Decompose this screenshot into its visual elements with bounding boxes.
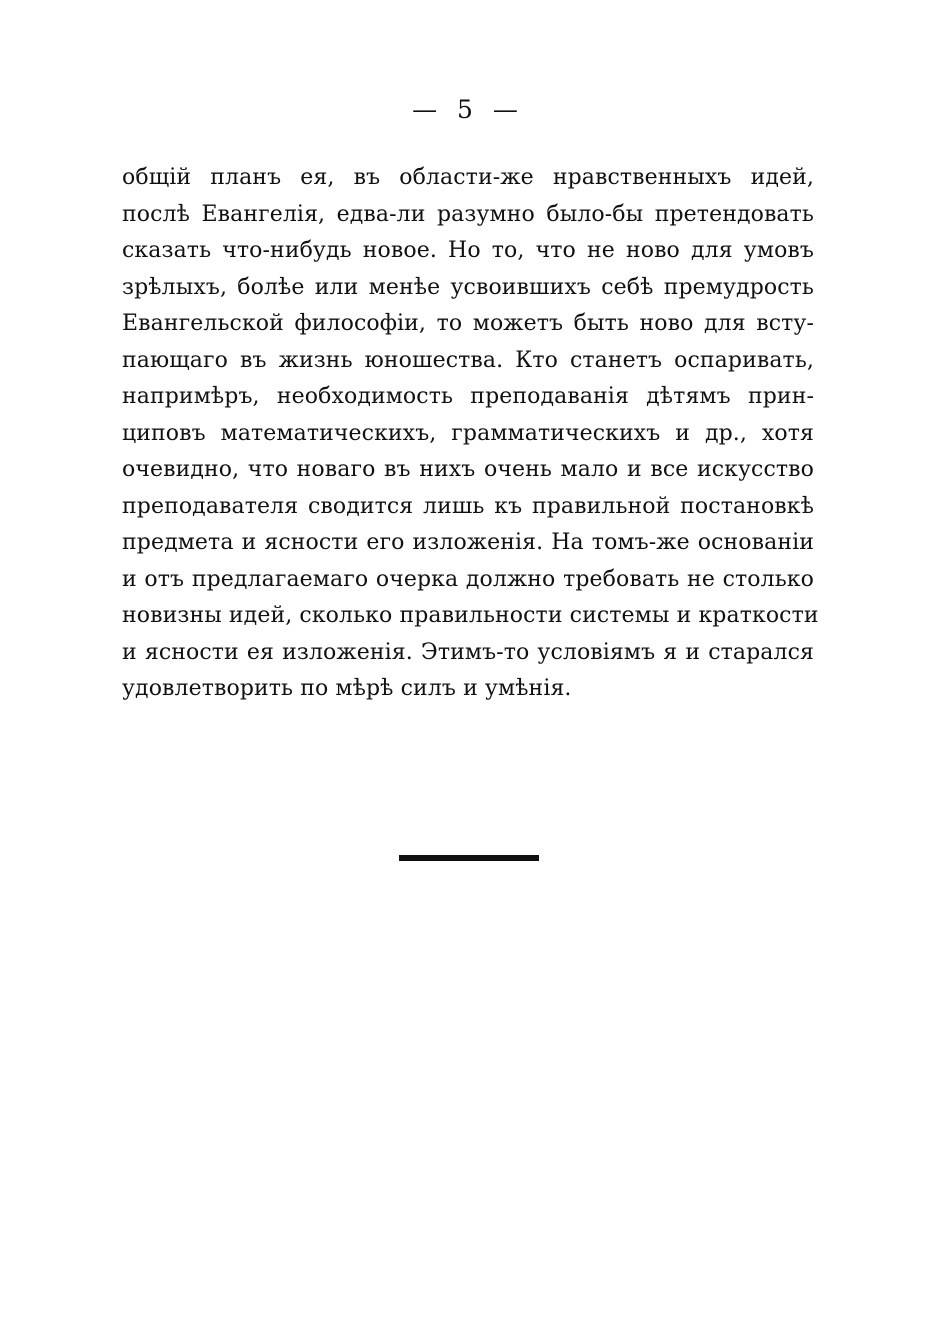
paragraph-line-13: новизны идей, сколько правильности системы и краткости <box>122 603 819 628</box>
paragraph-line-11: предмета и ясности его изложенія. На томъ-же основаніи <box>122 530 814 555</box>
paragraph <box>122 160 819 708</box>
paragraph-line-7: напримѣръ, необходимость преподаванія дѣтямъ прин- <box>122 384 814 409</box>
paragraph-line-12: и отъ предлагаемаго очерка должно требовать не столько <box>122 566 814 592</box>
paragraph-line-2: послѣ Евангелія, едва-ли разумно было-бы претендовать <box>122 201 814 227</box>
paragraph-line-6: пающаго въ жизнь юношества. Кто станетъ оспаривать, <box>122 347 814 373</box>
paragraph-line-9: очевидно, что новаго въ нихъ очень мало и все искусство <box>122 457 814 482</box>
section-end-rule <box>399 855 539 861</box>
paragraph-line-10: преподавателя сводится лишь къ правильной постановкѣ <box>122 493 814 519</box>
paragraph-line-1: общій планъ ея, въ области-же нравственныхъ идей, <box>122 165 814 190</box>
paragraph-line-4: зрѣлыхъ, болѣе или менѣе усвоившихъ себѣ премудрость <box>122 274 814 300</box>
paragraph-line-3: сказать что-нибудь новое. Но то, что не ново для умовъ <box>122 238 814 263</box>
paragraph-line-15: удовлетворить по мѣрѣ силъ и умѣнія. <box>122 676 572 701</box>
paragraph-line-8: циповъ математическихъ, грамматическихъ и др., хотя <box>122 420 814 446</box>
paragraph-line-5: Евангельской философіи, то можетъ быть ново для всту- <box>122 311 814 336</box>
paragraph-line-14: и ясности ея изложенія. Этимъ-то условіямъ я и старался <box>122 639 814 665</box>
page-number: — 5 — <box>412 95 524 124</box>
